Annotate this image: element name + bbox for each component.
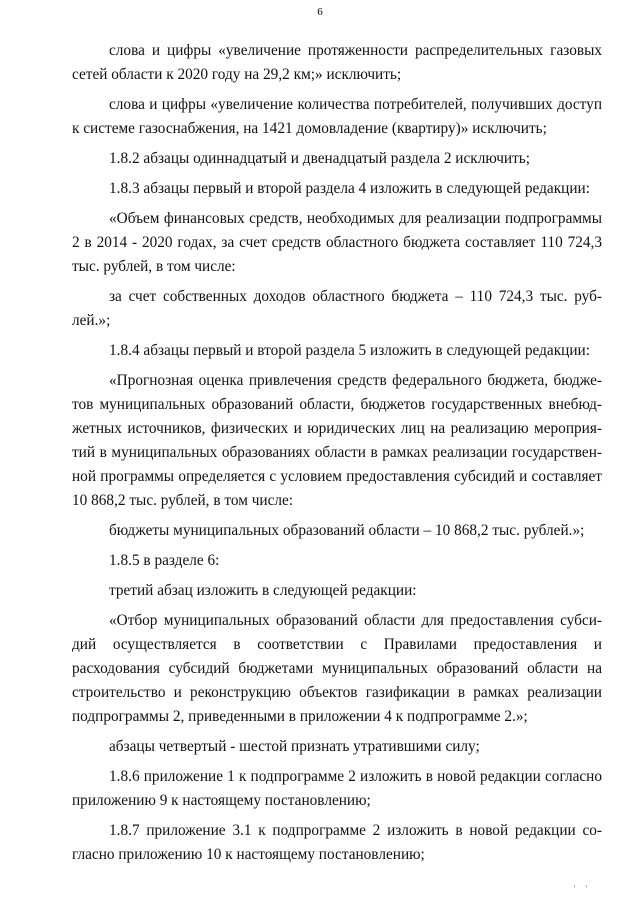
footer-mark: ' ': [574, 884, 591, 893]
paragraph-6: за счет собственных доходов областного бюджета – 110 724,3 тыс. рублей.»;: [72, 288, 602, 329]
paragraph-3: 1.8.2 абзацы одиннадцатый и двенадцатый раздела 2 исключить;: [109, 150, 530, 167]
paragraph-15: 1.8.7 приложение 3.1 к подпрограмме 2 изложить в новой редакции согласно приложению 10 к настоящему постановлению;: [72, 822, 602, 863]
paragraph-10: 1.8.5 в разделе 6:: [109, 552, 220, 569]
paragraph-9: бюджеты муниципальных образований области – 10 868,2 тыс. рублей.»;: [109, 522, 585, 539]
page-number: 6: [317, 6, 323, 18]
paragraph-5: «Объем финансовых средств, необходимых для реализации подпрограммы 2 в 2014 - 2020 годах, за счет средств областного бюджета составляет 110 724,3 тыс. рублей, в том числе:: [72, 210, 602, 275]
paragraph-1: слова и цифры «увеличение протяженности распределительных газовых сетей области к 2020 году на 29,2 км;» исключить;: [72, 42, 602, 83]
paragraph-8: «Прогнозная оценка привлечения средств федерального бюджета, бюджетов муниципальных образований области, бюджетов государственных внебюджетных источников, физических и юридических лиц на реализацию мероприятий в муниципальных образованиях области в рамках реализации государственной программы определяется с условием предоставления субсидий и составляет 10 868,2 тыс. рублей, в том числе:: [72, 372, 602, 509]
paragraph-11: третий абзац изложить в следующей редакции:: [109, 582, 417, 599]
paragraph-4: 1.8.3 абзацы первый и второй раздела 4 изложить в следующей редакции:: [109, 180, 590, 197]
paragraph-12: «Отбор муниципальных образований области для предоставления субсидий осуществляется в соответствии с Правилами предоставления и расходования субсидий бюджетами муниципальных образований области на строительство и реконструкцию объектов газификации в рамках реализации подпрограммы 2, приведенными в приложении 4 к подпрограмме 2.»;: [72, 612, 602, 725]
paragraph-2: слова и цифры «увеличение количества потребителей, получивших доступ к системе газоснабжения, на 1421 домовладение (квартиру)» исключить;: [72, 96, 602, 137]
paragraph-7: 1.8.4 абзацы первый и второй раздела 5 изложить в следующей редакции:: [109, 342, 590, 359]
paragraph-13: абзацы четвертый - шестой признать утратившими силу;: [109, 738, 480, 755]
paragraph-14: 1.8.6 приложение 1 к подпрограмме 2 изложить в новой редакции согласно приложению 9 к настоящему постановлению;: [72, 768, 602, 809]
document-body: [72, 39, 602, 873]
